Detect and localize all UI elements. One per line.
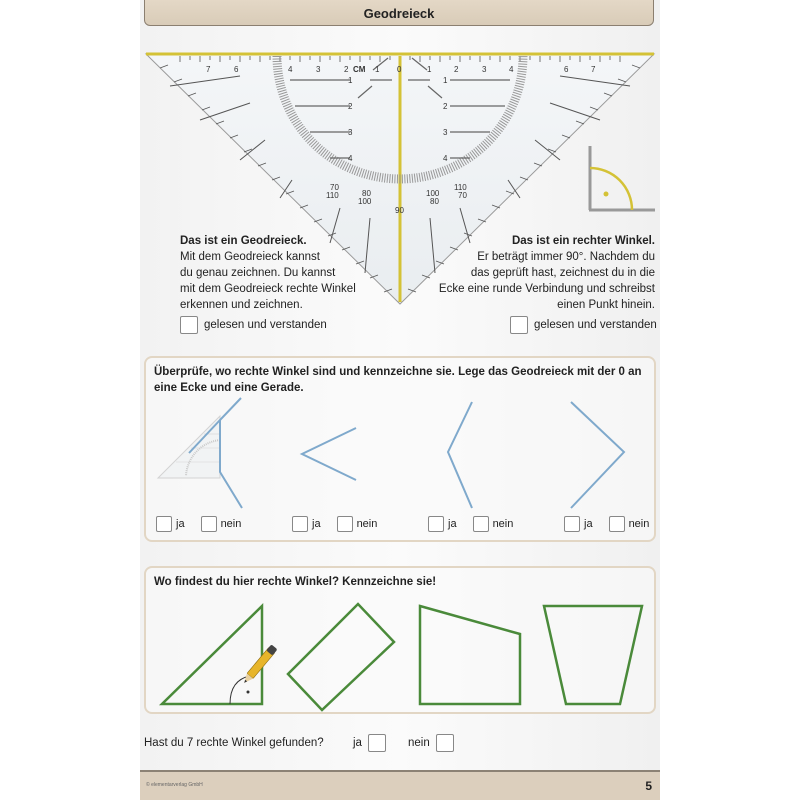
answer-3-no-checkbox[interactable] — [473, 516, 489, 532]
svg-text:0: 0 — [397, 65, 402, 74]
answer-2-no-checkbox[interactable] — [337, 516, 353, 532]
answer-4 — [564, 516, 649, 532]
worksheet-page — [140, 0, 660, 800]
svg-text:90: 90 — [395, 206, 404, 215]
intro-left-line: Mit dem Geodreieck kannst — [180, 251, 320, 263]
answer-1-yes-checkbox[interactable] — [156, 516, 172, 532]
svg-text:6: 6 — [564, 65, 569, 74]
final-question: Hast du 7 rechte Winkel gefunden? — [144, 737, 324, 749]
svg-text:110: 110 — [326, 191, 339, 200]
read-checkbox-right[interactable] — [510, 316, 528, 334]
svg-text:110: 110 — [454, 183, 467, 192]
answer-3 — [428, 516, 513, 532]
intro-left — [180, 233, 380, 313]
exercise-2-instruction: Wo findest du hier rechte Winkel? Kennzeichne sie! — [154, 576, 437, 588]
read-confirm-right[interactable] — [510, 316, 657, 334]
svg-text:2: 2 — [454, 65, 459, 74]
answer-1 — [156, 516, 241, 532]
exercise-1-instruction: Überprüfe, wo rechte Winkel sind und kennzeichne sie. Lege das Geodreieck mit der 0 an eine Ecke und eine Gerade. — [154, 366, 642, 394]
right-trapezoid-shape — [420, 606, 520, 704]
svg-text:4: 4 — [288, 65, 293, 74]
answer-2 — [292, 516, 377, 532]
intro-right-line: das geprüft hast, zeichnest du in die — [470, 267, 655, 279]
svg-text:1: 1 — [375, 65, 380, 74]
answer-1-yes-label: ja — [176, 518, 185, 530]
answer-4-yes-checkbox[interactable] — [564, 516, 580, 532]
answer-3-yes-label: ja — [448, 518, 457, 530]
svg-text:100: 100 — [358, 197, 372, 206]
geodreieck-mini-icon — [158, 416, 220, 478]
answer-1-no-label: nein — [220, 518, 242, 530]
svg-text:70: 70 — [458, 191, 467, 200]
page-number: 5 — [645, 779, 652, 793]
svg-text:2: 2 — [344, 65, 349, 74]
intro-right-heading: Das ist ein rechter Winkel. — [511, 235, 655, 247]
answer-2-yes-label: ja — [312, 518, 321, 530]
svg-text:3: 3 — [482, 65, 487, 74]
intro-left-line: mit dem Geodreieck rechte Winkel — [180, 283, 356, 295]
page-title: Geodreieck — [144, 0, 654, 26]
svg-text:2: 2 — [443, 102, 448, 111]
shape-figures — [146, 568, 654, 712]
exercise-2-panel — [144, 566, 656, 714]
final-yes-label: ja — [353, 737, 362, 749]
answer-3-no-label: nein — [492, 518, 514, 530]
pencil-icon — [241, 644, 277, 685]
svg-text:3: 3 — [316, 65, 321, 74]
svg-text:7: 7 — [206, 65, 211, 74]
read-checkbox-left[interactable] — [180, 316, 198, 334]
exercise-1-panel — [144, 356, 656, 542]
right-angle-icon — [589, 146, 655, 210]
final-no-checkbox[interactable] — [436, 734, 454, 752]
svg-text:4: 4 — [348, 154, 353, 163]
final-answer-yes[interactable] — [353, 734, 386, 752]
answer-3-yes-checkbox[interactable] — [428, 516, 444, 532]
svg-text:80: 80 — [362, 189, 371, 198]
intro-right-line: Er beträgt immer 90°. Nachdem du — [477, 251, 655, 263]
answer-2-no-label: nein — [356, 518, 378, 530]
intro-right-line: einen Punkt hinein. — [557, 299, 655, 311]
svg-text:80: 80 — [430, 197, 439, 206]
intro-right-line: Ecke eine runde Verbindung und schreibst — [438, 283, 655, 295]
read-checkbox-left-label: gelesen und verstanden — [204, 319, 327, 331]
answer-4-no-label: nein — [628, 518, 650, 530]
svg-text:1: 1 — [443, 76, 448, 85]
right-triangle-shape — [162, 606, 262, 704]
svg-text:3: 3 — [348, 128, 353, 137]
intro-left-heading: Das ist ein Geodreieck. — [180, 235, 307, 247]
svg-text:3: 3 — [443, 128, 448, 137]
intro-left-line: erkennen und zeichnen. — [180, 299, 303, 311]
svg-text:100: 100 — [426, 189, 440, 198]
svg-text:1: 1 — [427, 65, 432, 74]
svg-text:7: 7 — [591, 65, 596, 74]
final-answer-no[interactable] — [408, 734, 454, 752]
copyright: © elementarverlag GmbH — [146, 782, 203, 788]
svg-text:4: 4 — [443, 154, 448, 163]
answer-1-no-checkbox[interactable] — [201, 516, 217, 532]
svg-text:4: 4 — [509, 65, 514, 74]
svg-text:2: 2 — [348, 102, 353, 111]
svg-text:6: 6 — [234, 65, 239, 74]
read-checkbox-right-label: gelesen und verstanden — [534, 319, 657, 331]
svg-text:CM: CM — [353, 65, 366, 74]
rectangle-shape — [288, 604, 394, 710]
answer-4-yes-label: ja — [584, 518, 593, 530]
read-confirm-left[interactable] — [180, 316, 327, 334]
intro-right — [420, 233, 655, 313]
page-footer — [140, 770, 660, 800]
svg-text:1: 1 — [348, 76, 353, 85]
answer-2-yes-checkbox[interactable] — [292, 516, 308, 532]
isosceles-trapezoid-shape — [544, 606, 642, 704]
final-no-label: nein — [408, 737, 430, 749]
answer-4-no-checkbox[interactable] — [609, 516, 625, 532]
intro-left-line: du genau zeichnen. Du kannst — [180, 267, 336, 279]
final-yes-checkbox[interactable] — [368, 734, 386, 752]
svg-text:70: 70 — [330, 183, 339, 192]
angle-figures — [146, 358, 654, 540]
